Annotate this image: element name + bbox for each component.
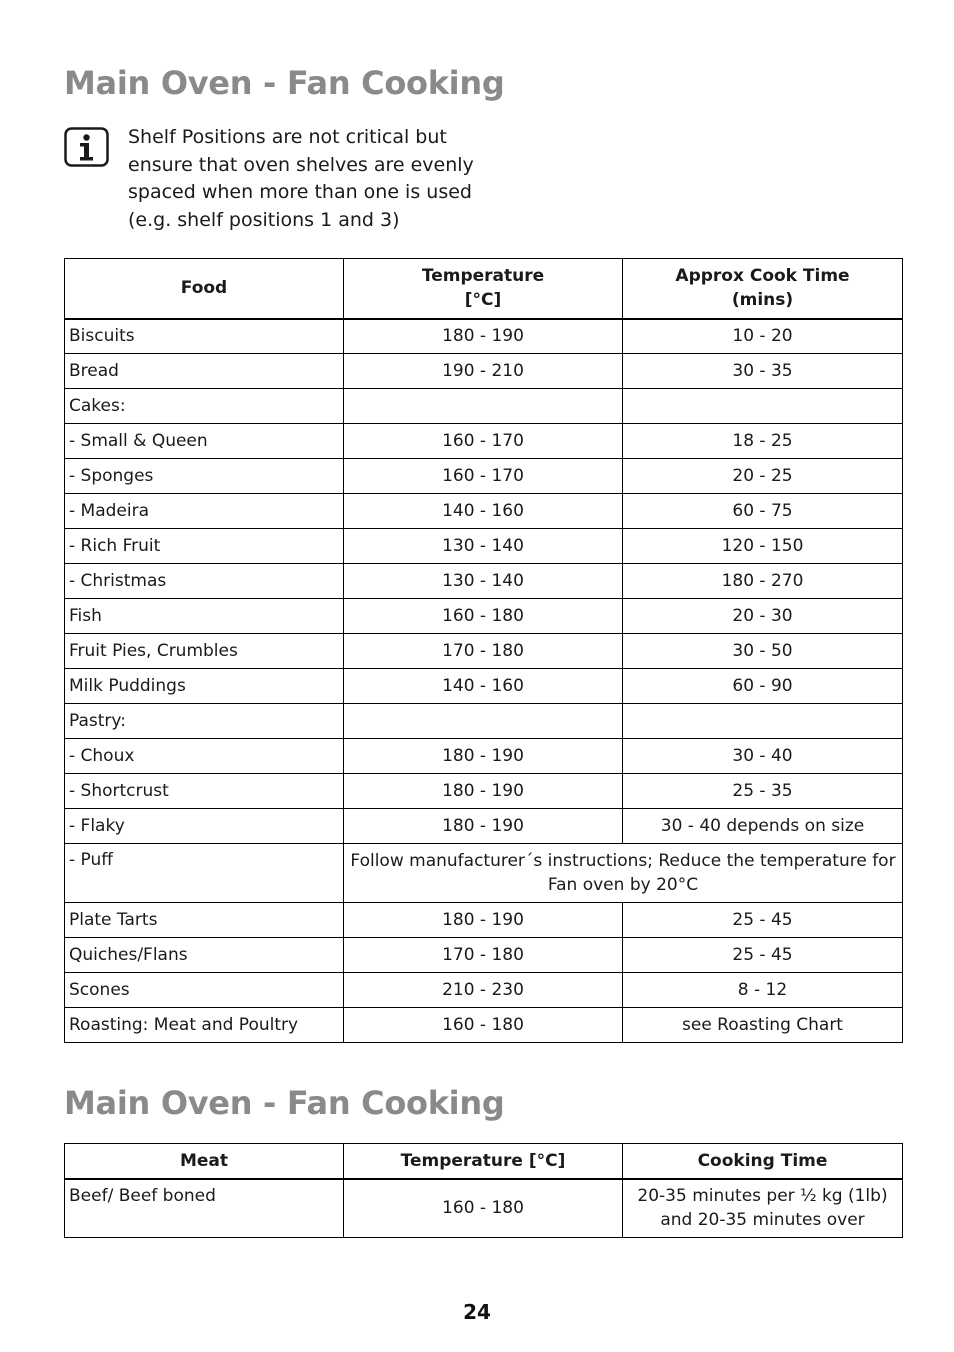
food-cell: - Small & Queen — [65, 424, 344, 459]
table-row — [65, 1179, 903, 1238]
cook-time-cell: see Roasting Chart — [623, 1008, 903, 1043]
cook-time-cell: 20 - 25 — [623, 459, 903, 494]
food-cell: Cakes: — [65, 389, 344, 424]
temperature-cell: 160 - 170 — [344, 459, 623, 494]
temperature-cell: 180 - 190 — [344, 903, 623, 938]
temperature-cell — [344, 704, 623, 739]
cook-time-cell: 180 - 270 — [623, 564, 903, 599]
header-temperature — [344, 259, 623, 319]
table-row — [65, 903, 903, 938]
table-row — [65, 774, 903, 809]
cook-time-cell: 30 - 50 — [623, 634, 903, 669]
cook-time-cell: 25 - 45 — [623, 903, 903, 938]
food-cell: Fish — [65, 599, 344, 634]
table-row — [65, 938, 903, 973]
table-row — [65, 669, 903, 704]
table-row — [65, 634, 903, 669]
food-cell: Milk Puddings — [65, 669, 344, 704]
table-row — [65, 494, 903, 529]
temperature-cell: 170 - 180 — [344, 938, 623, 973]
table-row — [65, 704, 903, 739]
temperature-cell: 160 - 180 — [344, 1008, 623, 1043]
cook-time-cell: 30 - 40 — [623, 739, 903, 774]
section-title-roasting: Main Oven - Fan Cooking — [64, 1084, 505, 1122]
table-row — [65, 459, 903, 494]
table-row — [65, 529, 903, 564]
temperature-cell: 180 - 190 — [344, 774, 623, 809]
page-title: Main Oven - Fan Cooking — [64, 64, 505, 102]
food-cell: - Rich Fruit — [65, 529, 344, 564]
food-cell: Scones — [65, 973, 344, 1008]
cook-time-cell: 18 - 25 — [623, 424, 903, 459]
header-temperature-line1: Temperature — [421, 266, 545, 287]
table-header-row — [65, 1144, 903, 1179]
food-cell: - Puff — [65, 844, 344, 903]
temperature-cell: 170 - 180 — [344, 634, 623, 669]
fan-cooking-table — [64, 258, 903, 1043]
food-cell: - Christmas — [65, 564, 344, 599]
cook-time-cell: 25 - 45 — [623, 938, 903, 973]
cook-time-cell: 20 - 30 — [623, 599, 903, 634]
temperature-cell: 140 - 160 — [344, 669, 623, 704]
temperature-cell: 140 - 160 — [344, 494, 623, 529]
header-cooking-time: Cooking Time — [623, 1144, 903, 1179]
header-meat: Meat — [65, 1144, 344, 1179]
food-cell: - Choux — [65, 739, 344, 774]
food-cell: - Sponges — [65, 459, 344, 494]
temperature-cell: 160 - 180 — [344, 1179, 623, 1238]
table-row — [65, 844, 903, 903]
temperature-cell — [344, 389, 623, 424]
cook-time-cell: 30 - 35 — [623, 354, 903, 389]
temperature-cell: 130 - 140 — [344, 564, 623, 599]
header-cook-time-line1: Approx Cook Time — [675, 266, 850, 287]
meat-cell: Beef/ Beef boned — [65, 1179, 344, 1238]
cook-time-cell: 8 - 12 — [623, 973, 903, 1008]
header-cook-time-line2: (mins) — [731, 290, 794, 311]
roasting-table — [64, 1143, 903, 1238]
instruction-cell: Follow manufacturer´s instructions; Reduce the temperature for Fan oven by 20°C — [344, 844, 903, 903]
table-row — [65, 424, 903, 459]
temperature-cell: 160 - 180 — [344, 599, 623, 634]
table-row — [65, 564, 903, 599]
table-row — [65, 354, 903, 389]
table-row — [65, 599, 903, 634]
temperature-cell: 210 - 230 — [344, 973, 623, 1008]
food-cell: Bread — [65, 354, 344, 389]
cook-time-cell: 120 - 150 — [623, 529, 903, 564]
cook-time-cell: 25 - 35 — [623, 774, 903, 809]
header-cook-time — [623, 259, 903, 319]
info-note: Shelf Positions are not critical but ensure that oven shelves are evenly spaced when more than one is used (e.g. shelf positions 1 and 3) — [128, 126, 474, 231]
table-row — [65, 809, 903, 844]
cook-time-cell: 10 - 20 — [623, 319, 903, 354]
temperature-cell: 160 - 170 — [344, 424, 623, 459]
info-icon — [64, 127, 110, 167]
food-cell: Pastry: — [65, 704, 344, 739]
cook-time-cell: 30 - 40 depends on size — [623, 809, 903, 844]
food-cell: Fruit Pies, Crumbles — [65, 634, 344, 669]
temperature-cell: 130 - 140 — [344, 529, 623, 564]
temperature-cell: 180 - 190 — [344, 319, 623, 354]
table-header-row — [65, 259, 903, 319]
cook-time-cell — [623, 389, 903, 424]
cook-time-cell: 60 - 90 — [623, 669, 903, 704]
food-cell: - Madeira — [65, 494, 344, 529]
header-food: Food — [65, 259, 344, 319]
temperature-cell: 190 - 210 — [344, 354, 623, 389]
temperature-cell: 180 - 190 — [344, 739, 623, 774]
header-temperature: Temperature [°C] — [344, 1144, 623, 1179]
table-row — [65, 1008, 903, 1043]
table-row — [65, 973, 903, 1008]
table-row — [65, 389, 903, 424]
food-cell: Biscuits — [65, 319, 344, 354]
cook-time-cell — [623, 704, 903, 739]
temperature-cell: 180 - 190 — [344, 809, 623, 844]
table-row — [65, 739, 903, 774]
cook-time-cell: 60 - 75 — [623, 494, 903, 529]
food-cell: - Flaky — [65, 809, 344, 844]
food-cell: - Shortcrust — [65, 774, 344, 809]
header-temperature-line2: [°C] — [464, 290, 502, 311]
page-number: 24 — [463, 1300, 491, 1324]
food-cell: Quiches/Flans — [65, 938, 344, 973]
cooking-time-cell: 20-35 minutes per ½ kg (1lb) and 20-35 minutes over — [623, 1179, 903, 1238]
food-cell: Roasting: Meat and Poultry — [65, 1008, 344, 1043]
table-row — [65, 319, 903, 354]
food-cell: Plate Tarts — [65, 903, 344, 938]
